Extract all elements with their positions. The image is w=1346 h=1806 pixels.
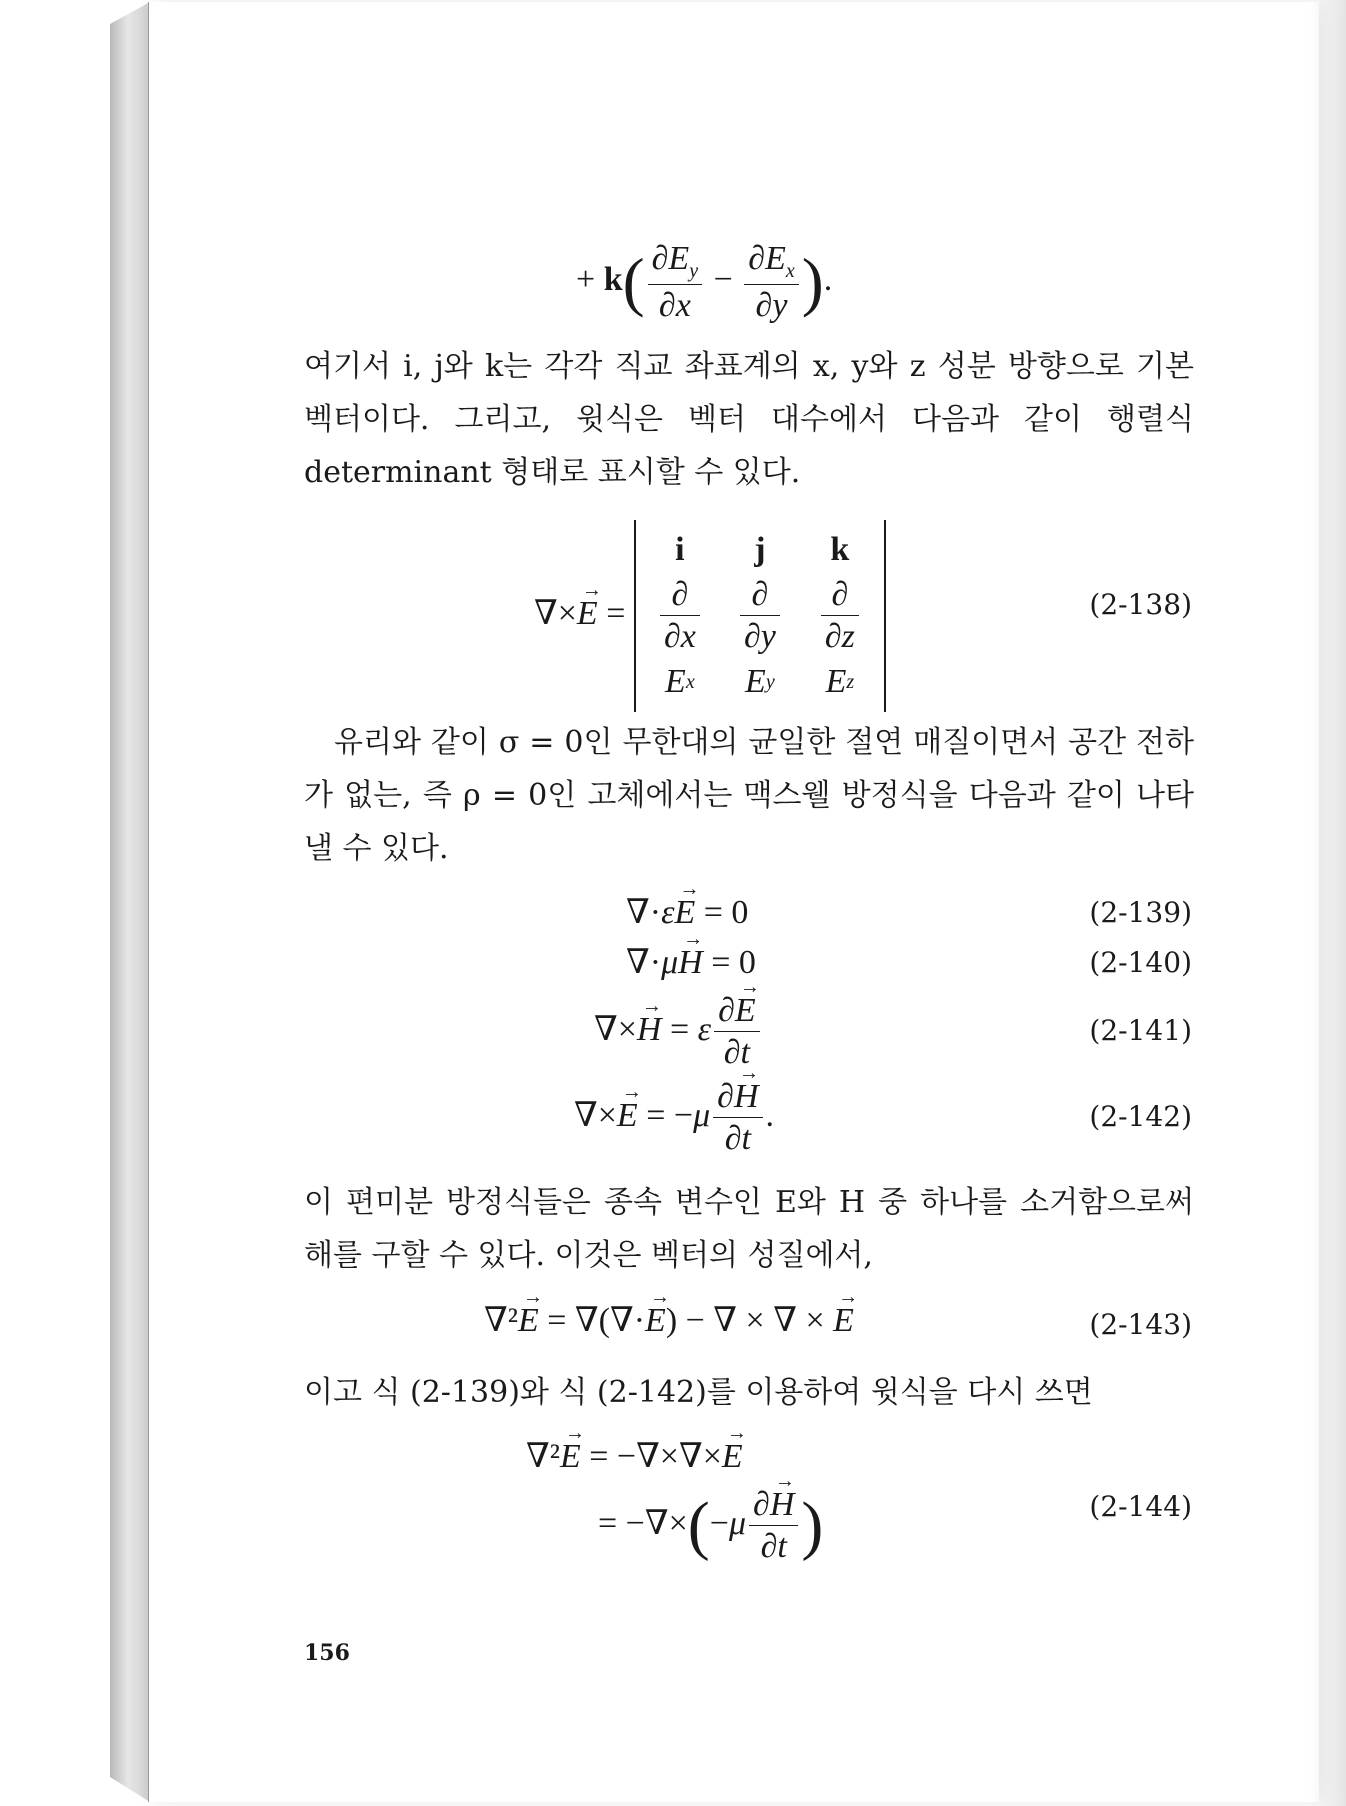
equation-number-142: (2-142)	[1089, 1100, 1192, 1133]
equation-curl-k-term: + k( $\frac{\partial E_y}{\partial x}$ − $\frac{\partial E_x}{\partial y}$ ).	[576, 240, 833, 324]
paragraph-eliminate: 이 편미분 방정식들은 종속 변수인 E와 H 중 하나를 소거함으로써 해를 구할 수 있다. 이것은 벡터의 성질에서,	[304, 1185, 1194, 1273]
equation-curl-determinant: ∇×→ E = i j k $\frac{\partial}{\partial x}$ $\frac{\partial}{\partial y}$ $\frac{\partial}{\partial z}$ E x E y E z	[534, 520, 886, 712]
equation-vector-identity: ∇²→ E = ∇(∇·→ E) − ∇ × ∇ × → E	[484, 1304, 854, 1338]
equation-number-139: (2-139)	[1089, 896, 1192, 929]
equation-number-138: (2-138)	[1089, 588, 1192, 621]
equation-curl-h: ∇×→ H = ε $\frac{\partial\to E}{\partial t}$	[594, 994, 763, 1070]
paragraph-rewrite: 이고 식 (2-139)와 식 (2-142)를 이용하여 윗식을 다시 쓰면	[304, 1375, 1093, 1410]
page-number: 156	[304, 1640, 350, 1666]
equation-div-mu-h: ∇·μ→ H = 0	[626, 946, 756, 980]
page-edge-shadow	[1310, 0, 1346, 1806]
equation-laplacian-line2: = −∇×(−μ $\frac{\partial\to H}{\partial t}$ )	[598, 1488, 823, 1564]
equation-div-eps-e: ∇·ε→ E = 0	[626, 896, 748, 930]
equation-number-141: (2-141)	[1089, 1014, 1192, 1047]
determinant-matrix: i j k $\frac{\partial}{\partial x}$ $\frac{\partial}{\partial y}$ $\frac{\partial}{\partial z}$ E x E y E z	[634, 520, 886, 712]
equation-curl-e: ∇×→ E = −μ $\frac{\partial\to H}{\partial t}$ .	[574, 1080, 774, 1156]
paragraph-maxwell-intro: 유리와 같이 σ = 0인 무한대의 균일한 절연 매질이면서 공간 전하가 없는, 즉 ρ = 0인 고체에서는 맥스웰 방정식을 다음과 같이 나타낼 수 있다.	[304, 725, 1194, 866]
book-spine	[110, 2, 150, 1802]
equation-number-144: (2-144)	[1089, 1490, 1192, 1523]
equation-laplacian-line1: ∇²→ E = −∇×∇×→ E	[526, 1440, 743, 1474]
paragraph-basis-vectors: 여기서 i, j와 k는 각각 직교 좌표계의 x, y와 z 성분 방향으로 기본 벡터이다. 그리고, 윗식은 벡터 대수에서 다음과 같이 행렬식 determinant 형태로 표시할 수 있다.	[304, 349, 1194, 490]
equation-number-140: (2-140)	[1089, 946, 1192, 979]
equation-number-143: (2-143)	[1089, 1308, 1192, 1341]
